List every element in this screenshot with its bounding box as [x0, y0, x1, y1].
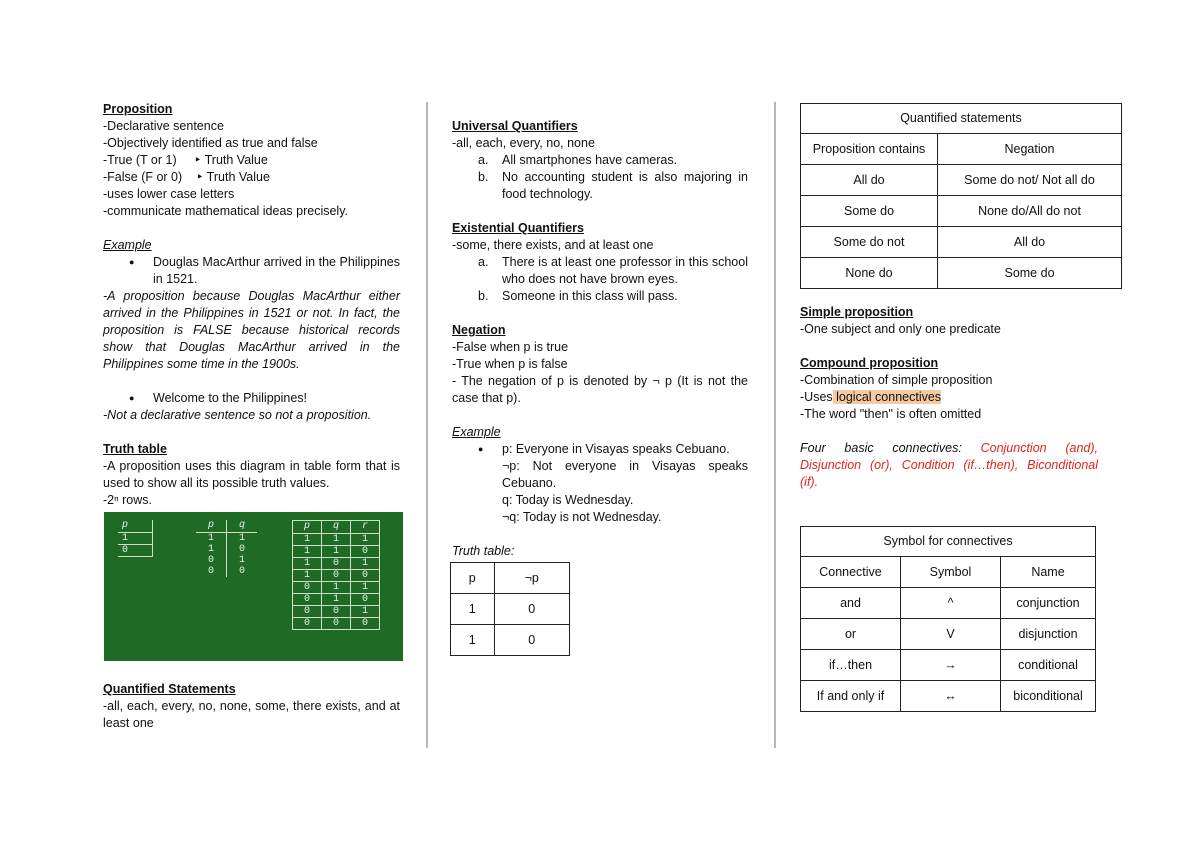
- chalk-cell: 0: [238, 566, 245, 577]
- negation-example-list: [452, 441, 748, 458]
- table-cell: 0: [494, 594, 570, 625]
- chalk-cell: 0: [322, 606, 351, 618]
- column-divider-right: [774, 102, 776, 748]
- list-item: b. No accounting student is also majoring in food technology.: [478, 170, 748, 201]
- universal-quantifiers-intro: -all, each, every, no, none: [452, 136, 595, 150]
- table-cell: biconditional: [1001, 681, 1096, 712]
- example-line: q: Today is Wednesday.: [502, 493, 634, 507]
- list-item: b. Someone in this class will pass.: [478, 289, 678, 303]
- chalk-cell: 0: [196, 566, 227, 577]
- proposition-line: -Objectively identified as true and false: [103, 136, 318, 150]
- example-list: [103, 254, 400, 288]
- compound-proposition-line: -Combination of simple proposition: [800, 373, 993, 387]
- table-cell: Some do not: [801, 227, 938, 258]
- chalk-cell: 1: [238, 533, 245, 544]
- table-cell: All do: [938, 227, 1122, 258]
- universal-examples-list: [452, 152, 748, 203]
- chalk-cell: 1: [293, 534, 322, 546]
- table-cell: ↔: [901, 681, 1001, 712]
- negation-line: -False when p is true: [452, 340, 569, 354]
- chalk-cell: 0: [351, 618, 380, 630]
- table-title: Quantified statements: [801, 104, 1122, 134]
- quantified-statements-heading: Quantified Statements: [103, 682, 236, 696]
- column-3-text: [800, 304, 1098, 491]
- example-explanation: -Not a declarative sentence so not a proposition.: [103, 408, 372, 422]
- chalk-cell: 1: [351, 534, 380, 546]
- chalk-cell: 1: [118, 533, 153, 545]
- table-cell: Some do: [801, 196, 938, 227]
- chalk-cell: 1: [351, 606, 380, 618]
- chalk-cell: 0: [293, 582, 322, 594]
- universal-quantifiers-heading: Universal Quantifiers: [452, 119, 578, 133]
- chalk-cell: 1: [351, 582, 380, 594]
- table-cell: disjunction: [1001, 619, 1096, 650]
- table-cell: All do: [801, 165, 938, 196]
- chalk-cell: 1: [322, 582, 351, 594]
- chalk-cell: 0: [293, 606, 322, 618]
- negation-truth-table: [450, 562, 570, 656]
- chalk-cell: 1: [196, 533, 227, 545]
- existential-examples-list: [452, 254, 748, 305]
- negation-example-lines: [452, 458, 748, 526]
- chalk-cell: 0: [238, 544, 245, 555]
- chalk-header: p: [118, 520, 153, 533]
- chalk-cell: 1: [322, 594, 351, 606]
- table-cell: conditional: [1001, 650, 1096, 681]
- chalk-header: p: [196, 520, 227, 533]
- chalk-cell: 1: [322, 534, 351, 546]
- symbol-connectives-table: [800, 526, 1096, 712]
- proposition-line: -communicate mathematical ideas precisely.: [103, 204, 349, 218]
- chalk-cell: 1: [293, 546, 322, 558]
- four-basic-connectives: Four basic connectives: Conjunction (and), Disjunction (or), Condition (if…then), Biconditional (if).: [800, 441, 1098, 489]
- existential-quantifiers-intro: -some, there exists, and at least one: [452, 238, 654, 252]
- example-explanation: -A proposition because Douglas MacArthur either arrived in the Philippines in 1521 or not. In fact, the proposition is FALSE because historical records show that Douglas MacArthur arrived in the Philippines some time in the 1900s.: [103, 289, 400, 371]
- chalk-cell: 0: [293, 618, 322, 630]
- proposition-line: -False (F or 0) ‣ Truth Value: [103, 170, 270, 184]
- example-list: [103, 390, 400, 407]
- list-item: a. There is at least one professor in this school who does not have brown eyes.: [478, 255, 748, 286]
- table-cell: conjunction: [1001, 588, 1096, 619]
- example-bullet: ● p: Everyone in Visayas speaks Cebuano.: [502, 441, 748, 458]
- truth-table-caption: Truth table:: [452, 544, 515, 558]
- proposition-heading: Proposition: [103, 102, 173, 116]
- table-cell: Some do not/ Not all do: [938, 165, 1122, 196]
- chalk-cell: 0: [351, 546, 380, 558]
- example-bullet: ● Douglas MacArthur arrived in the Philippines in 1521.: [153, 254, 400, 288]
- truth-table-rows-note: -2ⁿ rows.: [103, 493, 153, 507]
- quantified-statements-text: -all, each, every, no, none, some, there exists, and at least one: [103, 699, 400, 730]
- chalk-cell: 1: [322, 546, 351, 558]
- highlighted-text: logical connectives: [832, 390, 942, 404]
- quantified-statements-table: [800, 103, 1122, 289]
- chalk-header: p: [293, 521, 322, 534]
- column-divider-left: [426, 102, 428, 748]
- table-cell: 0: [494, 625, 570, 656]
- table-header: Symbol: [901, 557, 1001, 588]
- table-cell: V: [901, 619, 1001, 650]
- chalk-table-pq: [196, 520, 257, 577]
- chalk-cell: 1: [351, 558, 380, 570]
- negation-denoted: - The negation of p is denoted by ¬ p (It is not the case that p).: [452, 374, 748, 405]
- table-header: Negation: [938, 134, 1122, 165]
- example-bullet: ● Welcome to the Philippines!: [153, 390, 400, 407]
- chalk-cell: 0: [351, 594, 380, 606]
- chalk-cell: 0: [322, 558, 351, 570]
- negation-example-heading: Example: [452, 425, 501, 439]
- chalk-cell: 1: [293, 558, 322, 570]
- table-cell: 1: [451, 625, 495, 656]
- table-header: Connective: [801, 557, 901, 588]
- chalkboard-truth-tables-image: [104, 512, 403, 661]
- table-cell: →: [901, 650, 1001, 681]
- list-item: a. All smartphones have cameras.: [478, 153, 678, 167]
- chalk-table-pqr: [292, 520, 380, 630]
- table-cell: None do: [801, 258, 938, 289]
- column-2: [452, 118, 748, 560]
- table-header: Proposition contains: [801, 134, 938, 165]
- chalk-cell: 0: [322, 618, 351, 630]
- chalk-cell: 0: [322, 570, 351, 582]
- table-header: Name: [1001, 557, 1096, 588]
- chalk-cell: 0: [293, 594, 322, 606]
- simple-proposition-text: -One subject and only one predicate: [800, 322, 1001, 336]
- chalk-header: r: [351, 521, 380, 534]
- existential-quantifiers-heading: Existential Quantifiers: [452, 221, 584, 235]
- table-header: p: [451, 563, 495, 594]
- example-line: ¬p: Not everyone in Visayas speaks Cebuano.: [502, 459, 748, 490]
- chalk-cell: 0: [118, 545, 153, 557]
- chalk-header: q: [227, 520, 258, 533]
- proposition-line: -uses lower case letters: [103, 187, 235, 201]
- proposition-line: -True (T or 1) ‣ Truth Value: [103, 153, 268, 167]
- compound-proposition-line: -The word "then" is often omitted: [800, 407, 982, 421]
- table-cell: Some do: [938, 258, 1122, 289]
- table-cell: ^: [901, 588, 1001, 619]
- chalk-header: q: [322, 521, 351, 534]
- example-line: ¬q: Today is not Wednesday.: [502, 510, 662, 524]
- chalk-cell: 1: [293, 570, 322, 582]
- quantified-statements-section: [103, 681, 400, 732]
- proposition-line: -Declarative sentence: [103, 119, 224, 133]
- compound-proposition-line: -Uses logical connectives: [800, 390, 942, 404]
- table-cell: if…then: [801, 650, 901, 681]
- truth-table-text: -A proposition uses this diagram in table form that is used to show all its possible truth values.: [103, 459, 400, 490]
- compound-proposition-heading: Compound proposition: [800, 356, 939, 370]
- truth-table-heading: Truth table: [103, 442, 167, 456]
- table-title: Symbol for connectives: [801, 527, 1096, 557]
- simple-proposition-heading: Simple proposition: [800, 305, 914, 319]
- connectives-list: Conjunction (and), Disjunction (or), Condition (if…then), Biconditional (if).: [800, 441, 1098, 489]
- column-1: [103, 101, 400, 509]
- table-cell: None do/All do not: [938, 196, 1122, 227]
- table-cell: If and only if: [801, 681, 901, 712]
- example-heading: Example: [103, 238, 152, 252]
- chalk-cell: 0: [351, 570, 380, 582]
- table-cell: or: [801, 619, 901, 650]
- chalk-table-p: [118, 520, 153, 557]
- chalk-cell: 1: [196, 544, 227, 555]
- table-cell: and: [801, 588, 901, 619]
- chalk-cell: 0: [196, 555, 227, 566]
- table-header: ¬p: [494, 563, 570, 594]
- negation-line: -True when p is false: [452, 357, 568, 371]
- negation-heading: Negation: [452, 323, 506, 337]
- chalk-cell: 1: [238, 555, 245, 566]
- table-cell: 1: [451, 594, 495, 625]
